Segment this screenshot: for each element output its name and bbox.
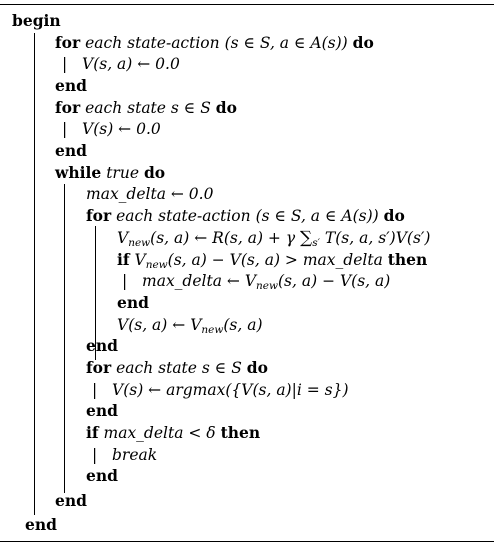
while-keyword: while bbox=[55, 163, 102, 182]
end-line bbox=[86, 335, 118, 357]
bellman-rhs: ← R(s, a) + γ bbox=[194, 229, 296, 247]
block-pipe: | bbox=[122, 272, 128, 290]
if-keyword: if bbox=[117, 250, 130, 269]
init-v-body-line bbox=[62, 118, 161, 140]
v-symbol: V bbox=[117, 229, 129, 247]
end-while-line bbox=[55, 490, 87, 512]
state-action-set: (s ∈ S, a ∈ A(s)) bbox=[224, 34, 348, 52]
new-subscript: new bbox=[145, 259, 168, 271]
for-state-line bbox=[86, 357, 268, 379]
then-keyword: then bbox=[220, 423, 261, 442]
v-symbol: V bbox=[134, 251, 146, 269]
for-each-text: each state bbox=[85, 99, 166, 117]
while-line bbox=[55, 162, 165, 184]
do-keyword: do bbox=[215, 98, 237, 117]
for-each-text: each state bbox=[116, 359, 197, 377]
end-keyword: end bbox=[86, 336, 118, 355]
init-q-for-line bbox=[55, 32, 374, 54]
for-each-text: each state-action bbox=[116, 207, 251, 225]
new-subscript: new bbox=[256, 280, 278, 292]
state-set: s ∈ S bbox=[170, 99, 211, 117]
end-keyword: end bbox=[86, 466, 118, 485]
while-condition: true bbox=[106, 164, 139, 182]
for-keyword: for bbox=[55, 98, 81, 117]
end-line bbox=[55, 75, 87, 97]
begin-keyword: begin bbox=[12, 11, 61, 30]
assign-v-lhs: V(s, a) ← bbox=[117, 316, 186, 334]
break-line bbox=[92, 444, 157, 466]
break-statement: break bbox=[112, 446, 158, 464]
end-line bbox=[117, 292, 149, 314]
assign-arrow: ← bbox=[226, 272, 240, 290]
max-delta-var: max_delta bbox=[103, 424, 184, 442]
for-keyword: for bbox=[86, 206, 112, 225]
new-subscript: new bbox=[201, 324, 224, 336]
do-keyword: do bbox=[246, 358, 268, 377]
block-pipe: | bbox=[62, 55, 68, 73]
state-set: s ∈ S bbox=[201, 359, 242, 377]
v-args: (s, a) bbox=[223, 316, 263, 334]
max-delta-var: max_delta bbox=[86, 185, 166, 203]
do-keyword: do bbox=[352, 33, 374, 52]
if-keyword: if bbox=[86, 423, 99, 442]
do-keyword: do bbox=[143, 163, 166, 182]
init-v-for-line bbox=[55, 97, 237, 119]
difference-term: (s, a) − V(s, a) bbox=[278, 272, 391, 290]
end-keyword: end bbox=[55, 141, 87, 160]
if-convergence-line bbox=[86, 422, 260, 444]
end-keyword: end bbox=[117, 293, 149, 312]
block-pipe: | bbox=[62, 120, 68, 138]
end-keyword: end bbox=[55, 491, 87, 510]
block-guide-begin bbox=[34, 33, 35, 515]
delta-threshold: < δ bbox=[188, 424, 216, 442]
sum-subscript: s′ bbox=[312, 237, 320, 249]
new-subscript: new bbox=[128, 237, 151, 249]
block-pipe: | bbox=[92, 446, 98, 464]
max-delta-init-value: ← 0.0 bbox=[170, 185, 214, 203]
argmax-expression: argmax({V(s, a)|i = s}) bbox=[166, 381, 349, 399]
transition-term: T(s, a, s′)V(s′) bbox=[324, 229, 431, 247]
max-delta-var: max_delta bbox=[302, 251, 383, 269]
v-args: (s, a) bbox=[150, 229, 190, 247]
bellman-update-line bbox=[117, 227, 430, 249]
argmax-lhs: V(s) ← bbox=[112, 381, 162, 399]
max-delta-init-line bbox=[86, 183, 213, 205]
for-keyword: for bbox=[55, 33, 81, 52]
top-rule bbox=[0, 4, 494, 5]
end-line bbox=[86, 465, 118, 487]
argmax-line bbox=[92, 379, 349, 401]
then-keyword: then bbox=[387, 250, 428, 269]
init-q-assign: V(s, a) ← 0.0 bbox=[82, 55, 180, 73]
max-delta-update-line bbox=[122, 270, 390, 292]
bottom-rule bbox=[0, 541, 494, 542]
if-difference: (s, a) − V(s, a) > bbox=[167, 251, 298, 269]
for-keyword: for bbox=[86, 358, 112, 377]
end-line bbox=[86, 400, 118, 422]
v-symbol: V bbox=[244, 272, 257, 290]
do-keyword: do bbox=[383, 206, 405, 225]
if-delta-line bbox=[117, 249, 427, 271]
init-v-assign: V(s) ← 0.0 bbox=[82, 120, 161, 138]
v-symbol: V bbox=[190, 316, 202, 334]
init-q-body-line bbox=[62, 53, 180, 75]
block-guide-while bbox=[64, 184, 65, 493]
assign-v-line bbox=[117, 314, 263, 336]
end-keyword: end bbox=[55, 76, 87, 95]
end-begin-line bbox=[25, 514, 57, 536]
block-pipe: | bbox=[92, 381, 98, 399]
end-line bbox=[55, 140, 87, 162]
sum-symbol: ∑ bbox=[300, 228, 313, 248]
for-each-text: each state-action bbox=[85, 34, 220, 52]
max-delta-var: max_delta bbox=[142, 272, 222, 290]
end-keyword: end bbox=[25, 515, 57, 534]
end-keyword: end bbox=[86, 401, 118, 420]
loop-q-for-line bbox=[86, 205, 405, 227]
begin-line bbox=[12, 10, 61, 32]
state-action-set: (s ∈ S, a ∈ A(s)) bbox=[255, 207, 379, 225]
